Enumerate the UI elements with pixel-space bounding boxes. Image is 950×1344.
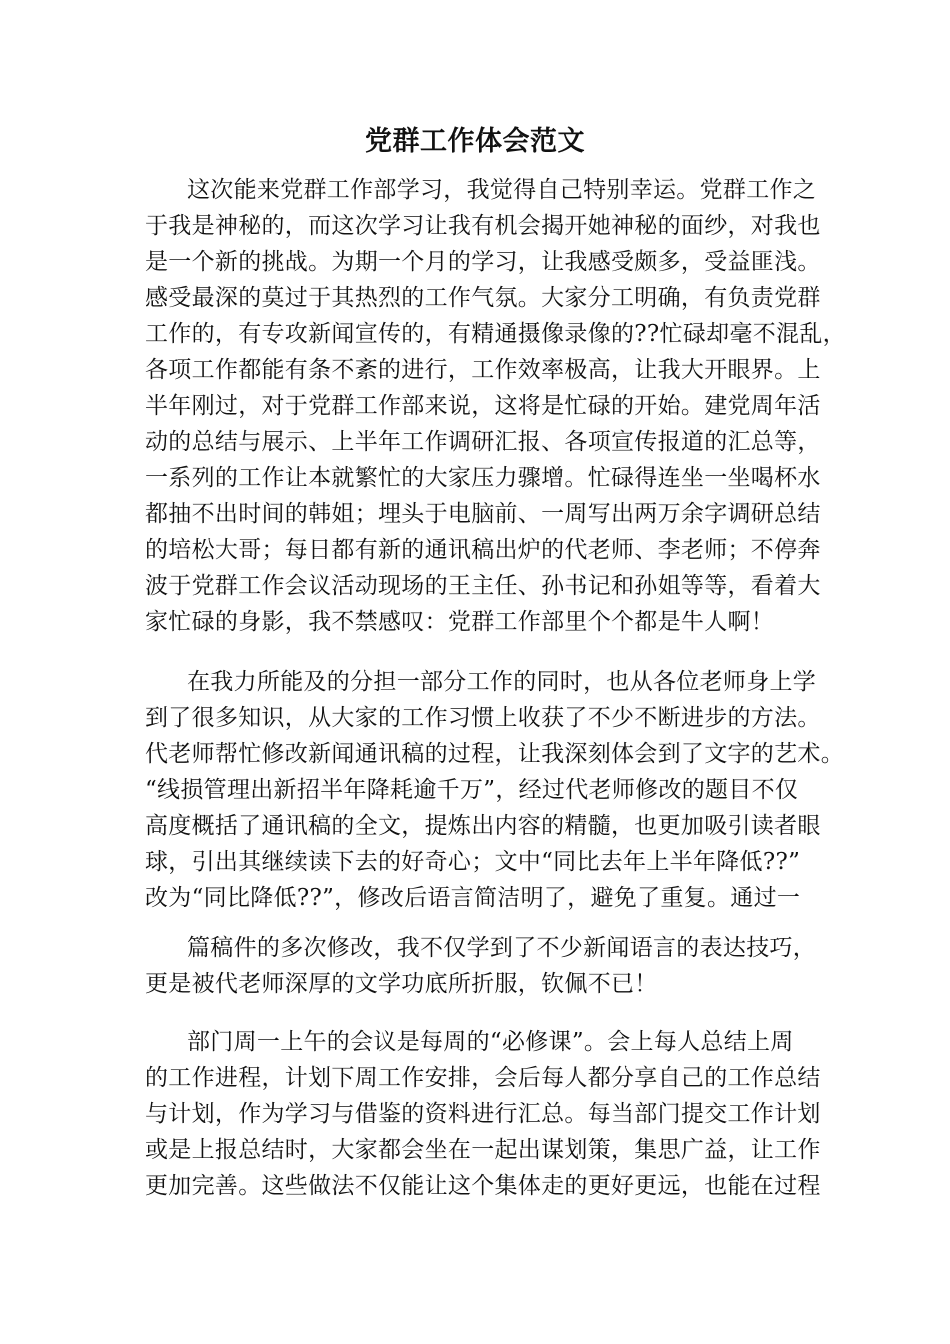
text-line: 都抽不出时间的韩姐；埋头于电脑前、一周写出两万余字调研总结 [145, 501, 821, 527]
text-line: 一系列的工作让本就繁忙的大家压力骤增。忙碌得连坐一坐喝杯水 [145, 465, 821, 491]
text-line: 高度概括了通讯稿的全文，提炼出内容的精髓，也更加吸引读者眼 [145, 813, 821, 839]
text-line: 半年刚过，对于党群工作部来说，这将是忙碌的开始。建党周年活 [145, 393, 821, 419]
text-line: 这次能来党群工作部学习，我觉得自己特别幸运。党群工作之 [187, 177, 817, 203]
text-line: 各项工作都能有条不紊的进行，工作效率极高，让我大开眼界。上 [145, 357, 821, 383]
text-line: 球，引出其继续读下去的好奇心；文中“同比去年上半年降低??” [145, 849, 801, 875]
text-line: 工作的，有专攻新闻宣传的，有精通摄像录像的??忙碌却毫不混乱， [145, 321, 846, 347]
text-line: 改为“同比降低??”，修改后语言简洁明了，避免了重复。通过一 [145, 885, 801, 911]
text-line: 波于党群工作会议活动现场的王主任、孙书记和孙姐等等，看着大 [145, 573, 821, 599]
text-line: 是一个新的挑战。为期一个月的学习，让我感受颇多，受益匪浅。 [145, 249, 821, 275]
text-line: 家忙碌的身影，我不禁感叹：党群工作部里个个都是牛人啊！ [145, 609, 775, 635]
text-line: 更是被代老师深厚的文学功底所折服，钦佩不已！ [145, 971, 658, 997]
text-line: 的培松大哥；每日都有新的通讯稿出炉的代老师、李老师；不停奔 [145, 537, 821, 563]
text-line: 或是上报总结时，大家都会坐在一起出谋划策，集思广益，让工作 [145, 1137, 821, 1163]
text-line: 感受最深的莫过于其热烈的工作气氛。大家分工明确，有负责党群 [145, 285, 821, 311]
text-line: 代老师帮忙修改新闻通讯稿的过程，让我深刻体会到了文字的艺术。 [145, 741, 844, 767]
text-line: 动的总结与展示、上半年工作调研汇报、各项宣传报道的汇总等， [145, 429, 821, 455]
document-title: 党群工作体会范文 [365, 126, 585, 157]
text-line: 篇稿件的多次修改，我不仅学到了不少新闻语言的表达技巧， [187, 935, 817, 961]
text-line: 与计划，作为学习与借鉴的资料进行汇总。每当部门提交工作计划 [145, 1101, 821, 1127]
text-line: 到了很多知识，从大家的工作习惯上收获了不少不断进步的方法。 [145, 705, 821, 731]
text-line: 更加完善。这些做法不仅能让这个集体走的更好更远，也能在过程 [145, 1173, 821, 1199]
text-line: 于我是神秘的，而这次学习让我有机会揭开她神秘的面纱，对我也 [145, 213, 821, 239]
text-line: 部门周一上午的会议是每周的“必修课”。会上每人总结上周 [187, 1029, 794, 1055]
text-line: “线损管理出新招半年降耗逾千万”，经过代老师修改的题目不仅 [145, 777, 799, 803]
text-line: 的工作进程，计划下周工作安排，会后每人都分享自己的工作总结 [145, 1065, 821, 1091]
text-line: 在我力所能及的分担一部分工作的同时，也从各位老师身上学 [187, 669, 817, 695]
